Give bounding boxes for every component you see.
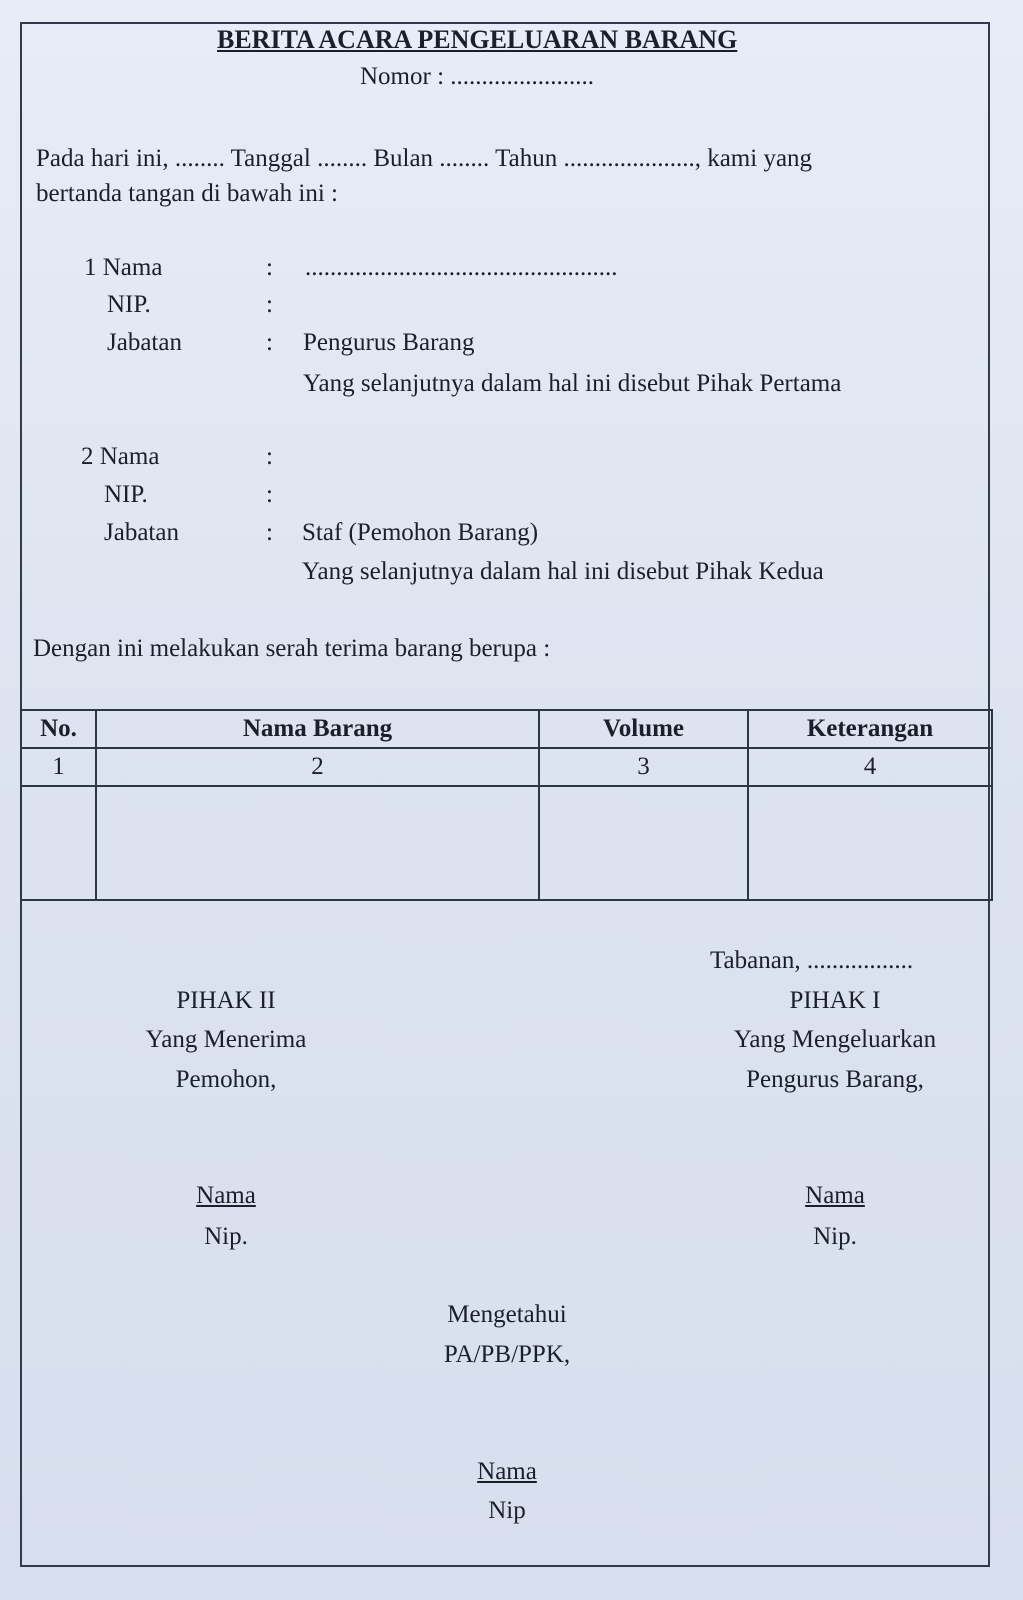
party1-jabatan-label: Jabatan	[107, 329, 182, 356]
party2-jabatan-value: Staf (Pemohon Barang)	[302, 519, 539, 546]
party2-nip-colon: :	[266, 481, 273, 508]
column-header-no: No.	[21, 710, 96, 748]
column-number-3: 3	[539, 748, 748, 786]
party1-name-value: ..................................................	[305, 254, 618, 281]
table-cell-no	[21, 786, 96, 900]
intro-line-1: Pada hari ini, ........ Tanggal ........ Bulan ........ Tahun ....................., kami yang	[36, 145, 813, 172]
party1-jabatan-colon: :	[266, 329, 273, 356]
party1-nip-colon: :	[266, 291, 273, 318]
table-header-row	[21, 710, 992, 748]
party1-note: Yang selanjutnya dalam hal ini disebut Pihak Pertama	[303, 370, 842, 397]
column-header-volume: Volume	[539, 710, 748, 748]
table-cell-nama-barang	[96, 786, 539, 900]
acknowledge-name: Nama	[477, 1458, 537, 1485]
left-party-role: Yang Menerima	[145, 1026, 307, 1053]
column-number-4: 4	[748, 748, 992, 786]
document-title: BERITA ACARA PENGELUARAN BARANG	[217, 25, 738, 54]
column-number-2: 2	[96, 748, 539, 786]
right-signatory-nip: Nip.	[813, 1223, 857, 1250]
right-party-label: PIHAK I	[789, 987, 881, 1014]
party2-note: Yang selanjutnya dalam hal ini disebut Pihak Kedua	[302, 558, 824, 585]
right-signatory-name: Nama	[805, 1182, 865, 1209]
left-party-title: Pemohon,	[175, 1066, 277, 1093]
table-number-row	[21, 748, 992, 786]
party2-name-label: 2 Nama	[81, 443, 160, 470]
party1-name-colon: :	[266, 254, 273, 281]
intro-line-2: bertanda tangan di bawah ini :	[36, 180, 338, 207]
party2-jabatan-label: Jabatan	[104, 519, 179, 546]
acknowledge-title: PA/PB/PPK,	[443, 1341, 571, 1368]
left-signatory-name: Nama	[196, 1182, 256, 1209]
left-signatory-nip: Nip.	[204, 1223, 248, 1250]
handover-statement: Dengan ini melakukan serah terima barang berupa :	[33, 635, 551, 662]
acknowledge-nip: Nip	[488, 1497, 526, 1524]
party2-jabatan-colon: :	[266, 519, 273, 546]
table-cell-keterangan	[748, 786, 992, 900]
table-cell-volume	[539, 786, 748, 900]
party2-name-colon: :	[266, 443, 273, 470]
party1-jabatan-value: Pengurus Barang	[303, 329, 475, 356]
right-party-title: Pengurus Barang,	[746, 1066, 924, 1093]
column-number-1: 1	[21, 748, 96, 786]
party1-nip-label: NIP.	[107, 291, 151, 318]
items-table	[20, 709, 993, 901]
table-row	[21, 786, 992, 900]
document-number: Nomor : .......................	[360, 63, 595, 90]
place-date: Tabanan, .................	[710, 947, 914, 974]
party2-nip-label: NIP.	[104, 481, 148, 508]
acknowledge-label: Mengetahui	[447, 1301, 567, 1328]
party1-name-label: 1 Nama	[84, 254, 163, 281]
column-header-nama-barang: Nama Barang	[96, 710, 539, 748]
left-party-label: PIHAK II	[176, 987, 276, 1014]
right-party-role: Yang Mengeluarkan	[733, 1026, 937, 1053]
column-header-keterangan: Keterangan	[748, 710, 992, 748]
